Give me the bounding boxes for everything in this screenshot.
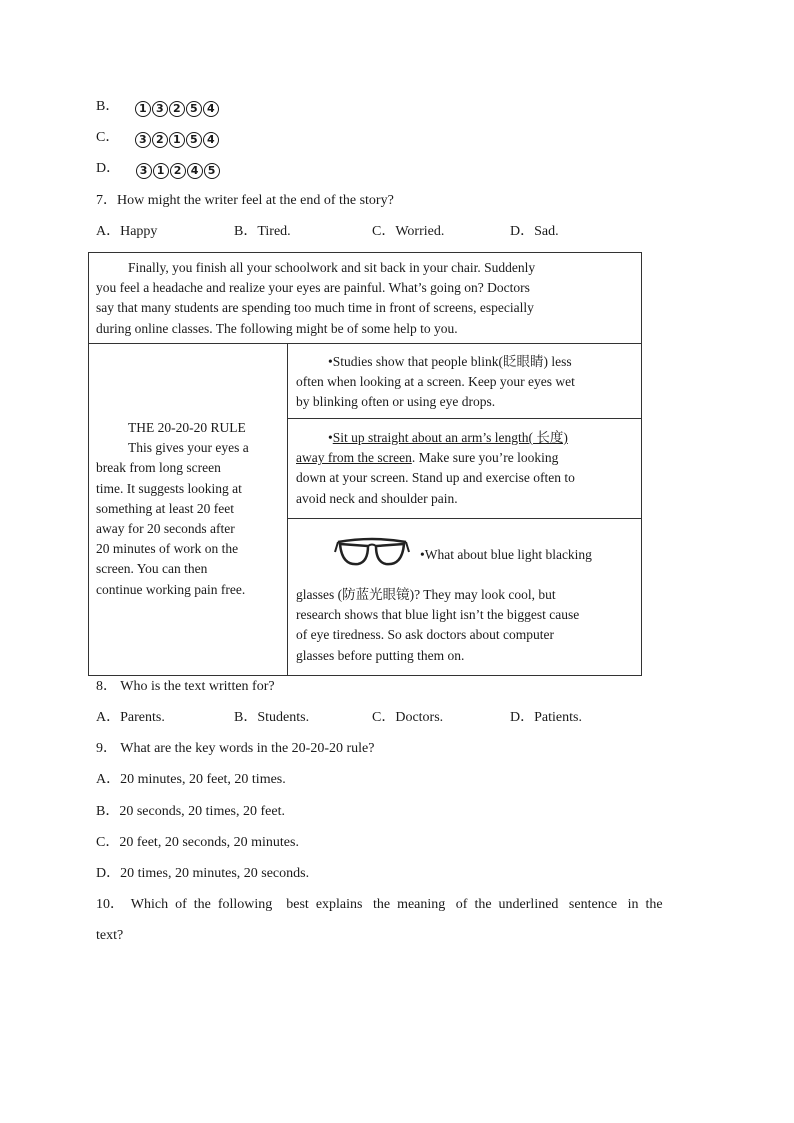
tip-glasses — [296, 585, 632, 666]
rule-line: break from long screen — [96, 460, 221, 476]
q8-option-c[interactable]: C．Doctors. — [372, 710, 444, 725]
circled-number: 4 — [187, 163, 203, 179]
circled-number: 3 — [135, 132, 151, 148]
intro-line: Finally, you finish all your schoolwork and sit back in your chair. Suddenly — [128, 260, 536, 275]
tip-line: glasses before putting them on. — [296, 647, 465, 663]
option-letter: B． — [96, 99, 120, 114]
option-letter: D． — [96, 161, 121, 176]
q9-option-b[interactable]: B．20 seconds, 20 times, 20 feet. — [96, 804, 285, 819]
circled-number: 1 — [135, 101, 151, 117]
rule-line: continue working pain free. — [96, 581, 246, 597]
option-letter: C． — [96, 130, 120, 145]
circled-number: 2 — [170, 163, 186, 179]
q7-question: 7．How might the writer feel at the end of the story? — [96, 193, 394, 208]
divider — [287, 343, 288, 675]
q6-option-d[interactable] — [96, 159, 221, 179]
circled-number: 5 — [186, 101, 202, 117]
q8-question: 8． Who is the text written for? — [96, 679, 275, 694]
rule-line: time. It suggests looking at — [96, 480, 242, 496]
tip-line: •Studies show that people blink(眨眼睛) less — [328, 354, 572, 369]
circled-number: 4 — [203, 132, 219, 148]
divider — [287, 418, 641, 419]
intro-line: you feel a headache and realize your eyes are painful. What’s going on? Doctors — [96, 280, 530, 296]
q7-option-d[interactable]: D．Sad. — [510, 224, 559, 239]
underlined-sentence: away from the screen — [296, 450, 412, 466]
tip-line: •Sit up straight about an arm’s length( 长度) — [328, 430, 568, 445]
sequence — [135, 99, 220, 114]
rule-line: something at least 20 feet — [96, 500, 234, 516]
circled-number: 5 — [204, 163, 220, 179]
divider — [287, 518, 641, 519]
glasses-icon — [334, 532, 410, 574]
tip-text: . Make sure you’re looking — [411, 450, 559, 466]
rule-section — [96, 418, 280, 600]
tip-line — [296, 448, 632, 468]
rule-title: THE 20-20-20 RULE — [128, 420, 246, 435]
tip-line: down at your screen. Stand up and exercise often to — [296, 470, 575, 486]
q9-question: 9． What are the key words in the 20-20-20 rule? — [96, 741, 375, 756]
circled-number: 2 — [152, 132, 168, 148]
circled-number: 1 — [169, 132, 185, 148]
underlined-sentence: Sit up straight about an arm’s length( 长度) — [332, 430, 568, 445]
q9-option-d[interactable]: D．20 times, 20 minutes, 20 seconds. — [96, 866, 310, 881]
q10-question-continued: text? — [96, 928, 124, 943]
passage-intro — [96, 258, 636, 339]
rule-line: away for 20 seconds after — [96, 521, 235, 537]
tip-line: often when looking at a screen. Keep your eyes wet — [296, 374, 575, 390]
intro-line: say that many students are spending too much time in front of screens, especially — [96, 300, 534, 316]
tip-line: by blinking often or using eye drops. — [296, 394, 496, 410]
tip-posture — [296, 428, 632, 509]
q8-option-d[interactable]: D．Patients. — [510, 710, 582, 725]
rule-line: 20 minutes of work on the — [96, 541, 239, 557]
q10-question: 10． Which of the following best explains the meaning of the underlined sentence in the — [96, 897, 663, 912]
circled-number: 3 — [136, 163, 152, 179]
circled-number: 2 — [169, 101, 185, 117]
q8-option-a[interactable]: A．Parents. — [96, 710, 165, 725]
circled-number: 4 — [203, 101, 219, 117]
sequence — [135, 130, 220, 145]
q7-option-b[interactable]: B．Tired. — [234, 224, 291, 239]
q9-option-a[interactable]: A．20 minutes, 20 feet, 20 times. — [96, 772, 286, 787]
tip-blink — [296, 352, 632, 413]
q9-option-c[interactable]: C．20 feet, 20 seconds, 20 minutes. — [96, 835, 299, 850]
divider — [88, 343, 641, 344]
q6-option-b[interactable] — [96, 97, 220, 117]
q6-option-c[interactable] — [96, 128, 220, 148]
q7-option-c[interactable]: C．Worried. — [372, 224, 445, 239]
rule-line: screen. You can then — [96, 561, 208, 577]
tip-line: glasses (防蓝光眼镜)? They may look cool, but — [296, 587, 556, 602]
rule-line: This gives your eyes a — [128, 440, 249, 456]
tip-line: research shows that blue light isn’t the biggest cause — [296, 607, 580, 623]
tip-line: of eye tiredness. So ask doctors about computer — [296, 627, 554, 643]
sequence — [136, 161, 221, 176]
tip-line: avoid neck and shoulder pain. — [296, 490, 458, 506]
circled-number: 3 — [152, 101, 168, 117]
q8-option-b[interactable]: B．Students. — [234, 710, 310, 725]
q7-option-a[interactable]: A．Happy — [96, 224, 158, 239]
intro-line: during online classes. The following might be of some help to you. — [96, 320, 458, 336]
circled-number: 1 — [153, 163, 169, 179]
circled-number: 5 — [186, 132, 202, 148]
tip-line: •What about blue light blacking — [420, 547, 592, 562]
tip-glasses-first — [420, 545, 632, 565]
